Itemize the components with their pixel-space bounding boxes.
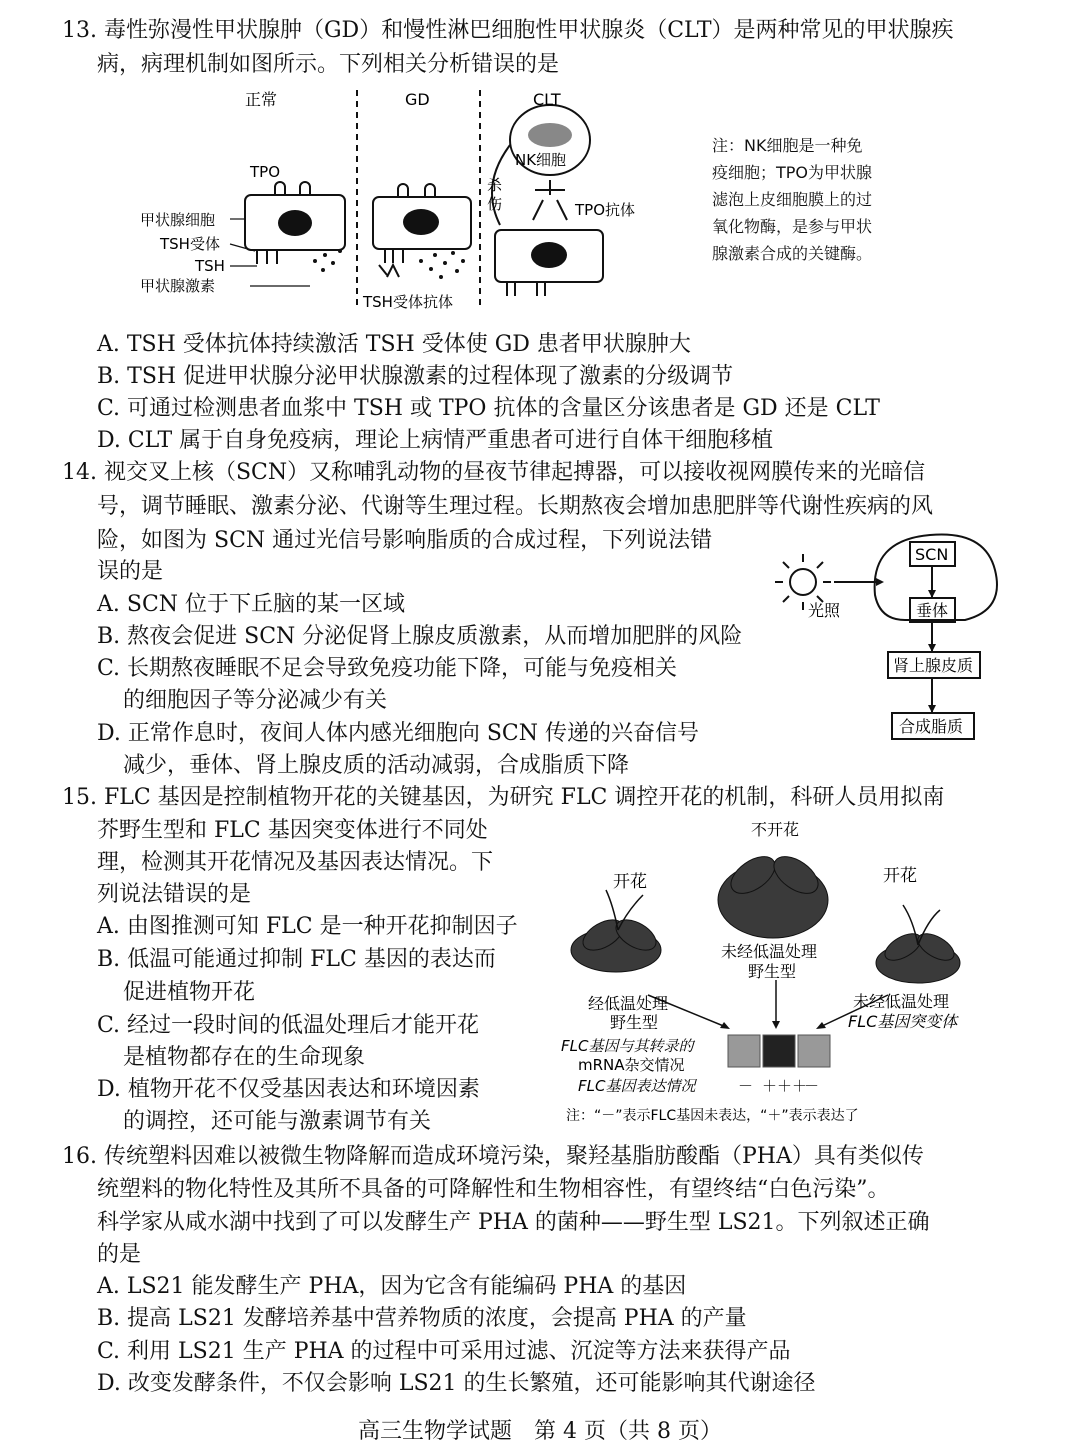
q13-figure (135, 85, 705, 315)
panel-clt-label: CLT (533, 90, 561, 109)
q15-option-b: B. 低温可能通过抑制 FLC 基因的表达而 (97, 947, 496, 972)
q16-stem-line-1: 16. 传统塑料因难以被微生物降解而造成环境污染，聚羟基脂肪酸酯（PHA）具有类似传 (62, 1144, 924, 1169)
q13-note-line: 氧化物酶，是参与甲状 (712, 217, 873, 236)
q15-option-c-cont: 是植物都存在的生命现象 (123, 1045, 366, 1070)
q13-stem-line-2: 病，病理机制如图所示。下列相关分析错误的是 (97, 52, 560, 77)
q15-stem-line-1: 15. FLC 基因是控制植物开花的关键基因，为研究 FLC 调控开花的机制，科研人员用拟南 (62, 785, 945, 810)
expression-label: FLC基因表达情况 (578, 1077, 696, 1095)
adrenal-label: 肾上腺皮质 (893, 656, 974, 675)
q13-note-line: 腺激素合成的关键酶。 (712, 244, 873, 263)
scn-label: SCN (915, 545, 949, 564)
q15-option-b-cont: 促进植物开花 (123, 980, 256, 1005)
q13-option-d: D. CLT 属于自身免疫病，理论上病情严重患者可进行自体干细胞移植 (97, 428, 774, 453)
expression-value-3: － (804, 1077, 820, 1095)
q16-stem-line-2: 统塑料的物化特性及其所不具备的可降解性和生物相容性，有望终结“白色污染”。 (97, 1177, 890, 1202)
q13-option-a: A. TSH 受体抗体持续激活 TSH 受体使 GD 患者甲状腺肿大 (97, 332, 691, 357)
q16-stem-line-4: 的是 (97, 1242, 142, 1267)
center-label-2: 野生型 (748, 962, 797, 981)
kill-label-2: 伤 (487, 195, 503, 213)
flower-right-label: 开花 (883, 866, 917, 886)
q13-note-line: 滤泡上皮细胞膜上的过 (712, 190, 873, 209)
tpo-label: TPO (250, 163, 281, 181)
kill-label-1: 杀 (487, 176, 503, 194)
q13-option-c: C. 可通过检测患者血浆中 TSH 或 TPO 抗体的含量区分该患者是 GD 还是 CLT (97, 396, 880, 421)
q15-figure-note: 注：“－”表示FLC基因未表达，“＋”表示表达了 (566, 1108, 859, 1124)
q16-option-a: A. LS21 能发酵生产 PHA，因为它含有能编码 PHA 的基因 (97, 1274, 687, 1299)
q14-stem-line-1: 14. 视交叉上核（SCN）又称哺乳动物的昼夜节律起搏器，可以接收视网膜传来的光暗信 (62, 460, 926, 485)
light-label: 光照 (808, 601, 841, 620)
q15-option-d-cont: 的调控，还可能与激素调节有关 (123, 1109, 432, 1134)
q14-figure (770, 520, 1000, 750)
q14-option-a: A. SCN 位于下丘脑的某一区域 (97, 592, 406, 617)
q14-option-c: C. 长期熬夜睡眠不足会导致免疫功能下降，可能与免疫相关 (97, 656, 678, 681)
q14-stem-line-4: 误的是 (97, 559, 164, 584)
pituitary-label: 垂体 (916, 601, 949, 620)
q14-option-d: D. 正常作息时，夜间人体内感光细胞向 SCN 传递的兴奋信号 (97, 721, 699, 746)
q15-option-a: A. 由图推测可知 FLC 是一种开花抑制因子 (97, 914, 518, 939)
hybrid-label-2: mRNA杂交情况 (578, 1056, 685, 1074)
hybrid-label-1: FLC基因与其转录的 (561, 1037, 694, 1055)
q15-option-d: D. 植物开花不仅受基因表达和环境因素 (97, 1077, 480, 1102)
flower-left-label: 开花 (613, 872, 647, 892)
panel-normal-label: 正常 (245, 90, 278, 109)
q13-option-b: B. TSH 促进甲状腺分泌甲状腺激素的过程体现了激素的分级调节 (97, 364, 734, 389)
q14-stem-line-3: 险，如图为 SCN 通过光信号影响脂质的合成过程，下列说法错 (97, 528, 713, 553)
left-label-2: 野生型 (610, 1013, 659, 1032)
q16-option-d: D. 改变发酵条件，不仅会影响 LS21 的生长繁殖，还可能影响其代谢途径 (97, 1371, 816, 1396)
q16-option-c: C. 利用 LS21 生产 PHA 的过程中可采用过滤、沉淀等方法来获得产品 (97, 1339, 791, 1364)
q15-figure (558, 815, 1008, 1135)
lipid-label: 合成脂质 (899, 717, 964, 736)
expression-value-2: ＋＋＋ (762, 1077, 808, 1095)
no-flower-label: 不开花 (751, 820, 800, 839)
center-label-1: 未经低温处理 (721, 942, 818, 961)
thyroid-cell-label: 甲状腺细胞 (140, 211, 216, 229)
right-label-1: 未经低温处理 (853, 992, 950, 1011)
q13-note-line: 注：NK细胞是一种免 (712, 136, 863, 155)
page-footer: 高三生物学试题 第 4 页（共 8 页） (358, 1419, 722, 1444)
q16-option-b: B. 提高 LS21 发酵培养基中营养物质的浓度，会提高 PHA 的产量 (97, 1306, 747, 1331)
left-label-1: 经低温处理 (588, 994, 669, 1013)
hormone-label: 甲状腺激素 (140, 277, 216, 295)
expression-value-1: － (738, 1077, 754, 1095)
q14-stem-line-2: 号，调节睡眠、激素分泌、代谢等生理过程。长期熬夜会增加患肥胖等代谢性疾病的风 (97, 494, 934, 519)
right-label-2: FLC基因突变体 (848, 1012, 958, 1031)
q14-option-d-cont: 减少，垂体、肾上腺皮质的活动减弱，合成脂质下降 (123, 753, 630, 778)
q15-stem-line-3: 理，检测其开花情况及基因表达情况。下 (97, 850, 494, 875)
q16-stem-line-3: 科学家从咸水湖中找到了可以发酵生产 PHA 的菌种——野生型 LS21。下列叙述正确 (97, 1210, 930, 1235)
q13-note (712, 132, 922, 267)
q13-note-line: 疫细胞；TPO为甲状腺 (712, 163, 873, 182)
nk-cell-label: NK细胞 (515, 151, 567, 169)
tsh-receptor-label: TSH受体 (160, 235, 220, 253)
q15-stem-line-2: 芥野生型和 FLC 基因突变体进行不同处 (97, 818, 488, 843)
tsh-antibody-label: TSH受体抗体 (363, 293, 453, 311)
panel-gd-label: GD (405, 90, 430, 109)
tpo-antibody-label: TPO抗体 (575, 201, 636, 219)
q14-option-b: B. 熬夜会促进 SCN 分泌促肾上腺皮质激素，从而增加肥胖的风险 (97, 624, 743, 649)
tsh-label: TSH (195, 257, 225, 275)
q15-option-c: C. 经过一段时间的低温处理后才能开花 (97, 1013, 480, 1038)
q14-option-c-cont: 的细胞因子等分泌减少有关 (123, 688, 388, 713)
q13-stem-line-1: 13. 毒性弥漫性甲状腺肿（GD）和慢性淋巴细胞性甲状腺炎（CLT）是两种常见的甲状腺疾 (62, 18, 954, 43)
q15-stem-line-4: 列说法错误的是 (97, 882, 252, 907)
